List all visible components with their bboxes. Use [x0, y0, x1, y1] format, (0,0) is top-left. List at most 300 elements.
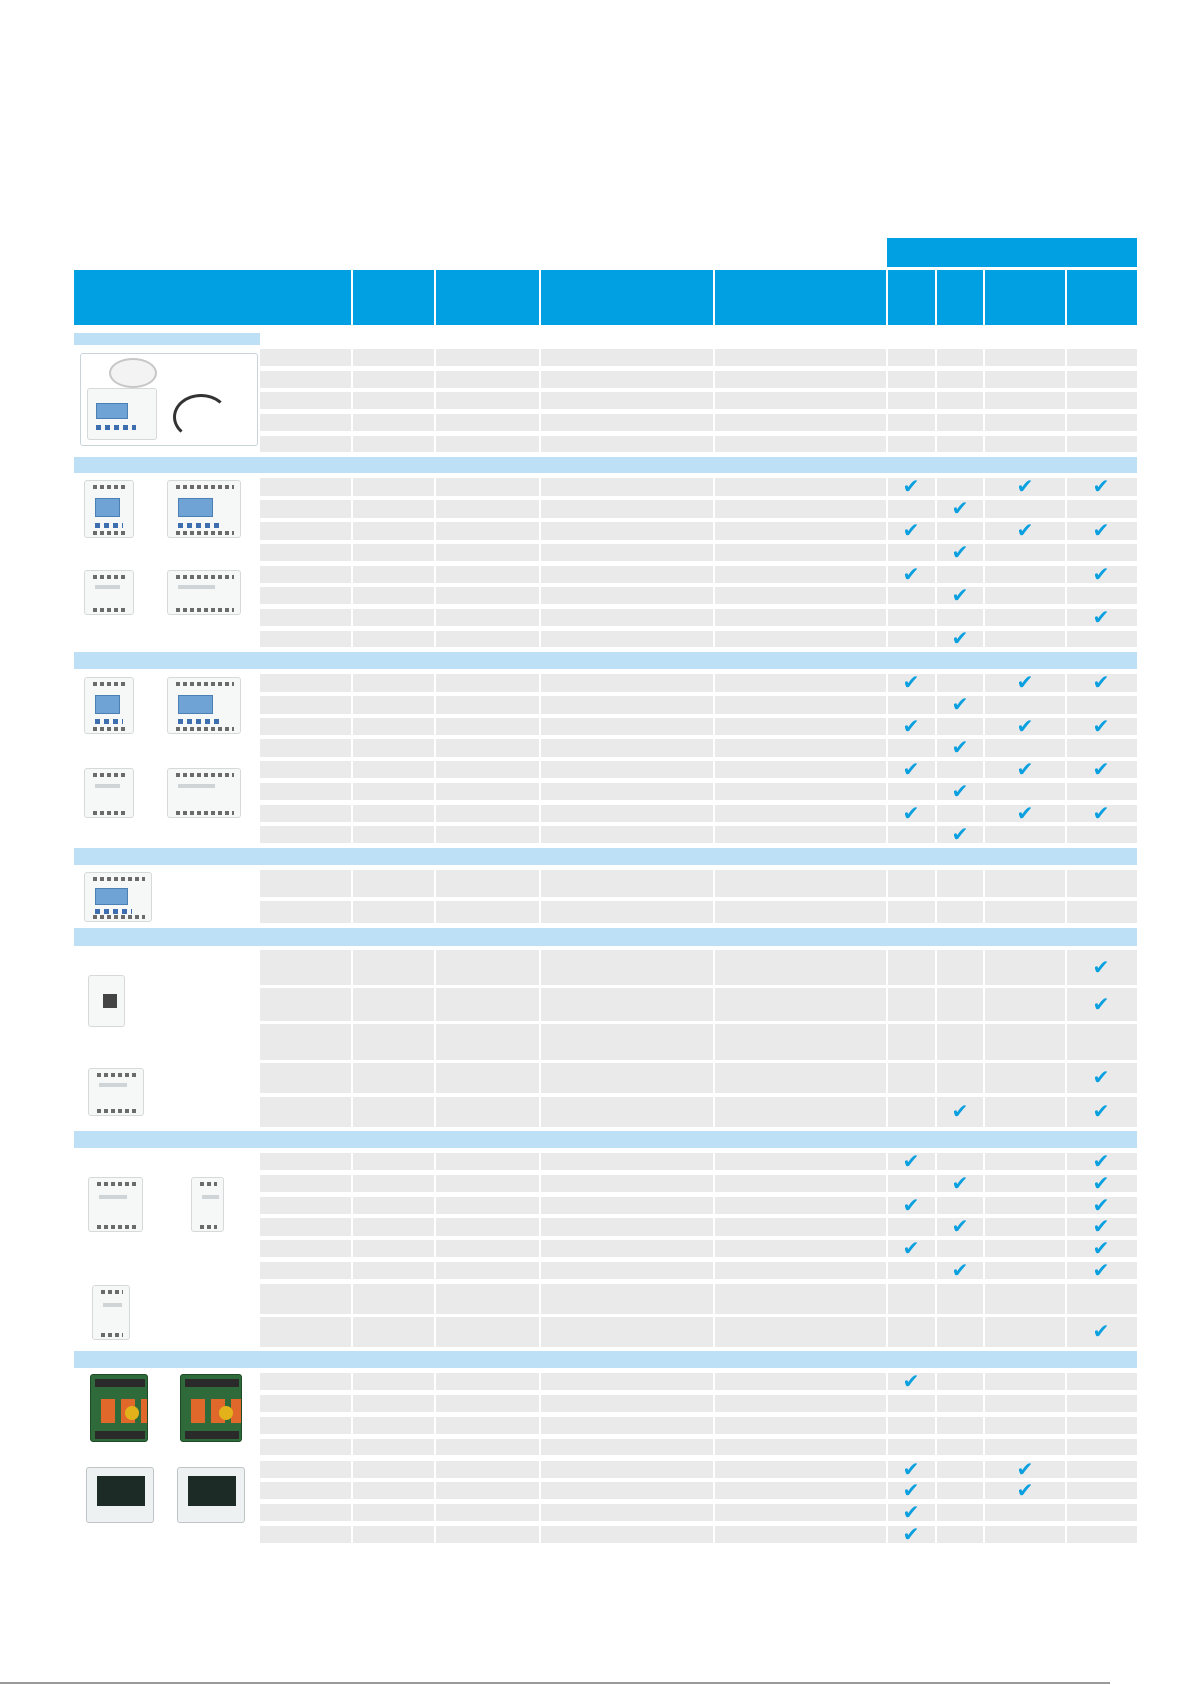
- cell-divider: [713, 349, 715, 366]
- cell-divider: [886, 500, 888, 518]
- cell-divider: [1065, 1395, 1067, 1412]
- terminal-strip: [97, 1073, 137, 1077]
- cell-divider: [935, 1024, 937, 1060]
- cell-divider: [434, 901, 436, 923]
- cell-divider: [539, 500, 541, 518]
- io-extension-module-icon: [88, 1068, 144, 1116]
- cell-divider: [539, 1504, 541, 1521]
- cell-divider: [434, 1461, 436, 1478]
- cell-divider: [539, 609, 541, 626]
- cell-divider: [351, 500, 353, 518]
- cell-divider: [539, 988, 541, 1021]
- cell-divider: [1065, 1240, 1067, 1257]
- cell-divider: [434, 1439, 436, 1455]
- cell-divider: [351, 1097, 353, 1127]
- cell-divider: [539, 718, 541, 735]
- cell-divider: [539, 1262, 541, 1279]
- checkmark-icon: ✔: [1016, 1480, 1034, 1502]
- cell-divider: [1065, 1504, 1067, 1521]
- cell-divider: [886, 674, 888, 692]
- cell-divider: [713, 566, 715, 583]
- checkmark-icon: ✔: [1092, 1216, 1110, 1238]
- relay-board-icon: [180, 1374, 242, 1442]
- keypad-buttons: [95, 909, 132, 914]
- page-footer-text: [1112, 1676, 1190, 1685]
- checkmark-icon: ✔: [1092, 564, 1110, 586]
- checkmark-icon: ✔: [902, 564, 920, 586]
- lcd-display: [178, 695, 213, 714]
- terminal-strip: [97, 1109, 137, 1113]
- cell-divider: [539, 1097, 541, 1127]
- cell-divider: [886, 1175, 888, 1192]
- relay: [191, 1399, 205, 1423]
- section-band: [74, 928, 1137, 946]
- cell-divider: [1065, 1097, 1067, 1127]
- cell-divider: [983, 1153, 985, 1170]
- cell-divider: [983, 1504, 985, 1521]
- cell-divider: [713, 1153, 715, 1170]
- cell-divider: [713, 739, 715, 757]
- cell-divider: [539, 1526, 541, 1543]
- table-row: [260, 609, 1137, 626]
- cell-divider: [351, 1063, 353, 1093]
- cell-divider: [539, 414, 541, 431]
- cell-divider: [539, 1197, 541, 1214]
- cell-divider: [886, 1197, 888, 1214]
- table-row: [260, 1153, 1137, 1170]
- cell-divider: [935, 761, 937, 778]
- checkmark-icon: ✔: [1092, 1260, 1110, 1282]
- cell-divider: [886, 1284, 888, 1314]
- cell-divider: [983, 1218, 985, 1236]
- cell-divider: [713, 783, 715, 800]
- compact-controller-icon: [84, 872, 152, 922]
- cell-divider: [886, 609, 888, 626]
- table-row: [260, 739, 1137, 757]
- table-row: [260, 1175, 1137, 1192]
- connector: [185, 1431, 239, 1439]
- cell-divider: [1065, 500, 1067, 518]
- cell-divider: [886, 1373, 888, 1390]
- cell-divider: [351, 349, 353, 366]
- cell-divider: [713, 436, 715, 452]
- cell-divider: [1065, 674, 1067, 692]
- cell-divider: [713, 544, 715, 561]
- cell-divider: [983, 587, 985, 604]
- cell-divider: [935, 696, 937, 714]
- cell-divider: [351, 783, 353, 800]
- cell-divider: [713, 522, 715, 540]
- cell-divider: [351, 1439, 353, 1455]
- cell-divider: [434, 1024, 436, 1060]
- cell-divider: [434, 1417, 436, 1434]
- communication-module-icon: [88, 975, 125, 1027]
- checkmark-icon: ✔: [951, 737, 969, 759]
- cell-divider: [1065, 988, 1067, 1021]
- cell-divider: [1065, 1482, 1067, 1499]
- cell-divider: [713, 1218, 715, 1236]
- cell-divider: [886, 1063, 888, 1093]
- relay-board-icon: [90, 1374, 148, 1442]
- cell-divider: [351, 1284, 353, 1314]
- label-strip: [103, 1303, 122, 1307]
- io-extension-module-icon: [191, 1177, 224, 1232]
- header-column-divider: [935, 270, 937, 325]
- table-row: [260, 1504, 1137, 1521]
- keypad-buttons: [95, 523, 123, 528]
- checkmark-icon: ✔: [902, 1524, 920, 1546]
- terminal-strip: [176, 531, 234, 535]
- cell-divider: [434, 1153, 436, 1170]
- table-header-bar: [74, 270, 1137, 325]
- cell-divider: [713, 870, 715, 897]
- terminal-strip: [93, 608, 127, 612]
- checkmark-icon: ✔: [902, 520, 920, 542]
- terminal-strip: [93, 727, 127, 731]
- cell-divider: [434, 414, 436, 431]
- cell-divider: [983, 901, 985, 923]
- section-band: [74, 652, 1137, 669]
- terminal-strip: [97, 1225, 136, 1229]
- keypad-buttons: [178, 523, 219, 528]
- checkmark-icon: ✔: [951, 824, 969, 846]
- cell-divider: [1065, 1526, 1067, 1543]
- table-row: [260, 1461, 1137, 1478]
- table-row: [260, 1024, 1137, 1060]
- checkmark-icon: ✔: [1016, 1459, 1034, 1481]
- cell-divider: [434, 1197, 436, 1214]
- cell-divider: [434, 436, 436, 452]
- usb-cable: [173, 394, 229, 440]
- cell-divider: [713, 1175, 715, 1192]
- cell-divider: [351, 631, 353, 647]
- cell-divider: [434, 566, 436, 583]
- cell-divider: [983, 1262, 985, 1279]
- controller-without-display-icon: [167, 768, 241, 818]
- controller-without-display-icon: [84, 570, 134, 615]
- checkmark-icon: ✔: [902, 1238, 920, 1260]
- table-row: [260, 1439, 1137, 1455]
- cell-divider: [539, 522, 541, 540]
- cell-divider: [935, 674, 937, 692]
- cell-divider: [886, 522, 888, 540]
- table-row: [260, 761, 1137, 778]
- cell-divider: [351, 1504, 353, 1521]
- cell-divider: [983, 371, 985, 388]
- cell-divider: [1065, 1461, 1067, 1478]
- cell-divider: [886, 631, 888, 647]
- controller-with-display-icon: [167, 677, 241, 734]
- cell-divider: [1065, 1175, 1067, 1192]
- cell-divider: [713, 1024, 715, 1060]
- lcd-display: [95, 695, 120, 714]
- cell-divider: [434, 1482, 436, 1499]
- cell-divider: [935, 609, 937, 626]
- cell-divider: [935, 1482, 937, 1499]
- cell-divider: [434, 761, 436, 778]
- cell-divider: [983, 522, 985, 540]
- cell-divider: [886, 1461, 888, 1478]
- cell-divider: [434, 631, 436, 647]
- checkmark-icon: ✔: [1092, 476, 1110, 498]
- cell-divider: [713, 1461, 715, 1478]
- cell-divider: [983, 1240, 985, 1257]
- cell-divider: [434, 1317, 436, 1347]
- cell-divider: [539, 1284, 541, 1314]
- cell-divider: [983, 1317, 985, 1347]
- cell-divider: [434, 783, 436, 800]
- section-band: [74, 457, 1137, 473]
- cell-divider: [713, 1395, 715, 1412]
- checkmark-icon: ✔: [902, 1459, 920, 1481]
- cell-divider: [935, 901, 937, 923]
- cell-divider: [539, 566, 541, 583]
- cell-divider: [713, 1373, 715, 1390]
- checkmark-icon: ✔: [902, 672, 920, 694]
- cell-divider: [351, 826, 353, 843]
- cell-divider: [886, 566, 888, 583]
- terminal-strip: [93, 575, 127, 579]
- cell-divider: [351, 1197, 353, 1214]
- cell-divider: [539, 805, 541, 822]
- cell-divider: [983, 436, 985, 452]
- cell-divider: [434, 1175, 436, 1192]
- cell-divider: [935, 1262, 937, 1279]
- cell-divider: [983, 631, 985, 647]
- table-row: [260, 1262, 1137, 1279]
- cell-divider: [713, 1526, 715, 1543]
- cell-divider: [351, 718, 353, 735]
- cell-divider: [1065, 1063, 1067, 1093]
- cell-divider: [983, 805, 985, 822]
- label-strip: [95, 585, 120, 589]
- cell-divider: [539, 950, 541, 985]
- checkmark-icon: ✔: [1092, 1173, 1110, 1195]
- cell-divider: [434, 805, 436, 822]
- cell-divider: [434, 1284, 436, 1314]
- cell-divider: [886, 988, 888, 1021]
- cell-divider: [886, 1097, 888, 1127]
- cell-divider: [713, 371, 715, 388]
- header-column-divider: [1065, 270, 1067, 325]
- cell-divider: [713, 1284, 715, 1314]
- cell-divider: [983, 739, 985, 757]
- cell-divider: [351, 761, 353, 778]
- cell-divider: [351, 950, 353, 985]
- cell-divider: [1065, 761, 1067, 778]
- relay: [141, 1399, 148, 1423]
- keypad-buttons: [178, 719, 219, 724]
- cell-divider: [935, 1218, 937, 1236]
- cell-divider: [1065, 1262, 1067, 1279]
- cell-divider: [886, 783, 888, 800]
- table-row: [260, 1097, 1137, 1127]
- table-row: [260, 500, 1137, 518]
- table-row: [260, 826, 1137, 843]
- cell-divider: [886, 1240, 888, 1257]
- table-row: [260, 566, 1137, 583]
- table-row: [260, 478, 1137, 496]
- cell-divider: [1065, 522, 1067, 540]
- header-column-divider: [886, 270, 888, 325]
- section-band: [74, 1131, 1137, 1148]
- cell-divider: [983, 1097, 985, 1127]
- lcd-display: [96, 403, 128, 419]
- cell-divider: [935, 1153, 937, 1170]
- terminal-strip: [93, 682, 127, 686]
- cell-divider: [351, 478, 353, 496]
- cell-divider: [1065, 392, 1067, 409]
- cell-divider: [935, 870, 937, 897]
- terminal-strip: [101, 1290, 123, 1294]
- capacitor: [125, 1406, 139, 1420]
- cell-divider: [713, 478, 715, 496]
- table-row: [260, 349, 1137, 366]
- cell-divider: [983, 1063, 985, 1093]
- cell-divider: [713, 1262, 715, 1279]
- checkmark-icon: ✔: [1092, 1151, 1110, 1173]
- cell-divider: [434, 1218, 436, 1236]
- cell-divider: [886, 718, 888, 735]
- cell-divider: [351, 696, 353, 714]
- terminal-strip: [93, 485, 127, 489]
- cell-divider: [713, 1482, 715, 1499]
- cell-divider: [886, 696, 888, 714]
- cell-divider: [886, 371, 888, 388]
- cell-divider: [1065, 414, 1067, 431]
- cell-divider: [434, 1526, 436, 1543]
- cell-divider: [351, 870, 353, 897]
- cell-divider: [1065, 371, 1067, 388]
- terminal-strip: [101, 1333, 123, 1337]
- checkmark-icon: ✔: [902, 716, 920, 738]
- cell-divider: [539, 1063, 541, 1093]
- checkmark-icon: ✔: [951, 781, 969, 803]
- cell-divider: [351, 805, 353, 822]
- section-band: [74, 848, 1137, 865]
- section-band: [74, 1351, 1137, 1368]
- section-band: [74, 333, 260, 345]
- controller-without-display-icon: [84, 768, 134, 818]
- table-row: [260, 988, 1137, 1021]
- cell-divider: [351, 1395, 353, 1412]
- capacitor: [219, 1406, 233, 1420]
- table-row: [260, 587, 1137, 604]
- cell-divider: [434, 870, 436, 897]
- enclosure-icon: [86, 1467, 154, 1523]
- cell-divider: [539, 1240, 541, 1257]
- cell-divider: [935, 988, 937, 1021]
- cell-divider: [935, 566, 937, 583]
- cell-divider: [886, 478, 888, 496]
- label-strip: [178, 585, 215, 589]
- cell-divider: [434, 739, 436, 757]
- cell-divider: [539, 1175, 541, 1192]
- cell-divider: [935, 1395, 937, 1412]
- cell-divider: [935, 392, 937, 409]
- cell-divider: [935, 783, 937, 800]
- cell-divider: [935, 1063, 937, 1093]
- cell-divider: [935, 805, 937, 822]
- starter-kit-icon: [80, 353, 258, 446]
- cell-divider: [886, 950, 888, 985]
- table-row: [260, 1197, 1137, 1214]
- cell-divider: [1065, 478, 1067, 496]
- cell-divider: [539, 478, 541, 496]
- checkmark-icon: ✔: [1092, 803, 1110, 825]
- table-row: [260, 1417, 1137, 1434]
- cell-divider: [983, 1482, 985, 1499]
- cell-divider: [539, 870, 541, 897]
- terminal-strip: [200, 1225, 217, 1229]
- checkmark-icon: ✔: [1092, 672, 1110, 694]
- cell-divider: [351, 1024, 353, 1060]
- table-row: [260, 392, 1137, 409]
- cell-divider: [713, 414, 715, 431]
- terminal-strip: [97, 1182, 136, 1186]
- cell-divider: [1065, 1317, 1067, 1347]
- cell-divider: [935, 1197, 937, 1214]
- cell-divider: [983, 1197, 985, 1214]
- table-row: [260, 1395, 1137, 1412]
- cell-divider: [1065, 718, 1067, 735]
- cell-divider: [886, 1417, 888, 1434]
- cell-divider: [351, 1262, 353, 1279]
- cell-divider: [886, 1439, 888, 1455]
- terminal-strip: [176, 811, 234, 815]
- cell-divider: [886, 739, 888, 757]
- table-row: [260, 1240, 1137, 1257]
- ethernet-port: [103, 994, 117, 1008]
- enclosure-window: [97, 1476, 145, 1506]
- cell-divider: [434, 349, 436, 366]
- controller-with-display-icon: [167, 480, 241, 538]
- cell-divider: [539, 739, 541, 757]
- cell-divider: [539, 587, 541, 604]
- cell-divider: [434, 1240, 436, 1257]
- cell-divider: [434, 1097, 436, 1127]
- cell-divider: [886, 1153, 888, 1170]
- checkmark-icon: ✔: [1016, 803, 1034, 825]
- cell-divider: [434, 696, 436, 714]
- cell-divider: [539, 1373, 541, 1390]
- cell-divider: [1065, 870, 1067, 897]
- cell-divider: [434, 718, 436, 735]
- cell-divider: [1065, 566, 1067, 583]
- cell-divider: [713, 1097, 715, 1127]
- table-row: [260, 1482, 1137, 1499]
- cell-divider: [886, 1262, 888, 1279]
- cell-divider: [351, 1175, 353, 1192]
- cell-divider: [539, 1461, 541, 1478]
- cell-divider: [539, 1024, 541, 1060]
- cell-divider: [713, 1417, 715, 1434]
- cell-divider: [713, 805, 715, 822]
- checkmark-icon: ✔: [1016, 759, 1034, 781]
- enclosure-window: [188, 1476, 236, 1506]
- table-row: [260, 870, 1137, 897]
- terminal-strip: [93, 773, 127, 777]
- checkmark-icon: ✔: [1092, 1101, 1110, 1123]
- cell-divider: [983, 566, 985, 583]
- keypad-buttons: [96, 425, 136, 430]
- cell-divider: [713, 1197, 715, 1214]
- terminal-strip: [176, 773, 234, 777]
- cell-divider: [351, 371, 353, 388]
- cell-divider: [539, 1482, 541, 1499]
- cell-divider: [935, 478, 937, 496]
- cell-divider: [935, 371, 937, 388]
